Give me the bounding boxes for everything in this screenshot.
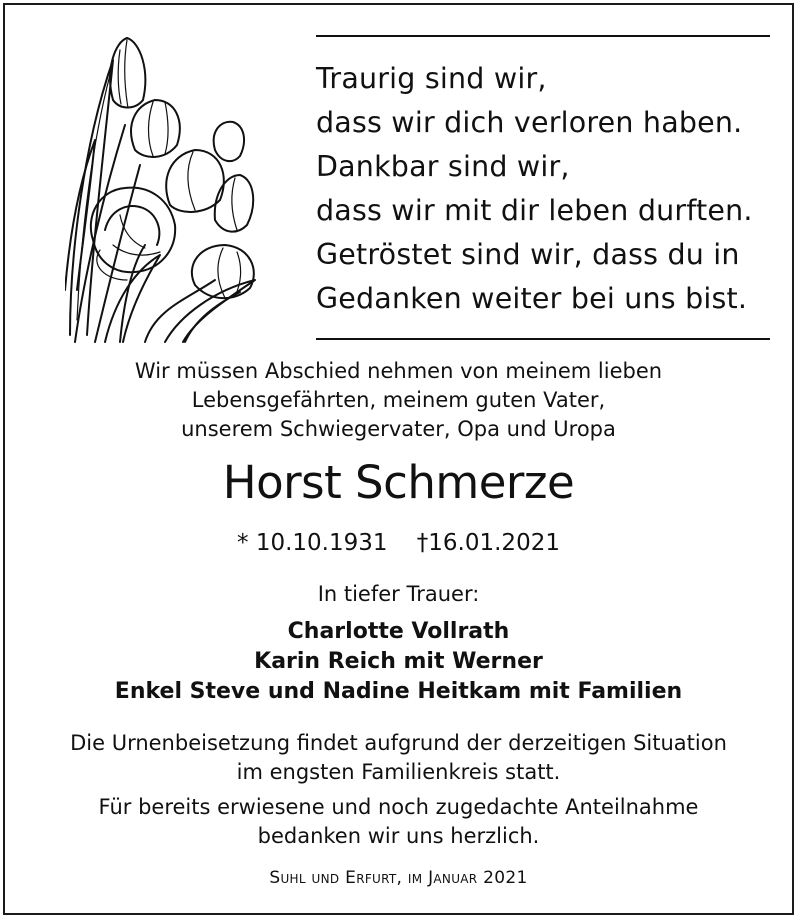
place-date-line: Suhl und Erfurt, im Januar 2021 (269, 868, 528, 888)
intro-line: Wir müssen Abschied nehmen von meinem lieben (134, 359, 663, 383)
thanks-line: Für bereits erwiesene und noch zugedachte Anteilnahme (98, 795, 699, 819)
notice-line: Die Urnenbeisetzung findet aufgrund der derzeitigen Situation (70, 731, 727, 755)
poem-bottom-rule (316, 338, 770, 340)
thanks-line: bedanken wir uns herzlich. (257, 824, 540, 848)
thanks-note (5, 793, 792, 851)
notice-line: im engsten Familienkreis statt. (236, 760, 561, 784)
deceased-name: Horst Schmerze (222, 456, 575, 509)
intro-line: Lebensgefährten, meinem guten Vater, (191, 388, 606, 412)
mourner-list (5, 617, 792, 707)
poem-line: dass wir dich verloren haben. (316, 106, 743, 139)
mourner-name: Karin Reich mit Werner (254, 649, 543, 674)
poem-line: Dankbar sind wir, (316, 150, 570, 183)
poem-line: dass wir mit dir leben durften. (316, 194, 753, 227)
mourner-name: Charlotte Vollrath (287, 619, 510, 644)
poem (316, 57, 786, 321)
intro-line: unserem Schwiegervater, Opa und Uropa (181, 417, 616, 441)
burial-notice (5, 729, 792, 787)
farewell-intro (5, 357, 792, 444)
poem-top-rule (316, 35, 770, 37)
poem-line: Traurig sind wir, (316, 62, 547, 95)
poem-line: Getröstet sind wir, dass du in (316, 238, 740, 271)
obituary-notice (3, 3, 794, 915)
poem-line: Gedanken weiter bei uns bist. (316, 282, 748, 315)
life-dates: * 10.10.1931 †16.01.2021 (237, 530, 560, 556)
mourning-label: In tiefer Trauer: (317, 582, 480, 606)
mourner-name: Enkel Steve und Nadine Heitkam mit Familien (114, 679, 683, 704)
tulip-bouquet-icon (65, 30, 265, 345)
